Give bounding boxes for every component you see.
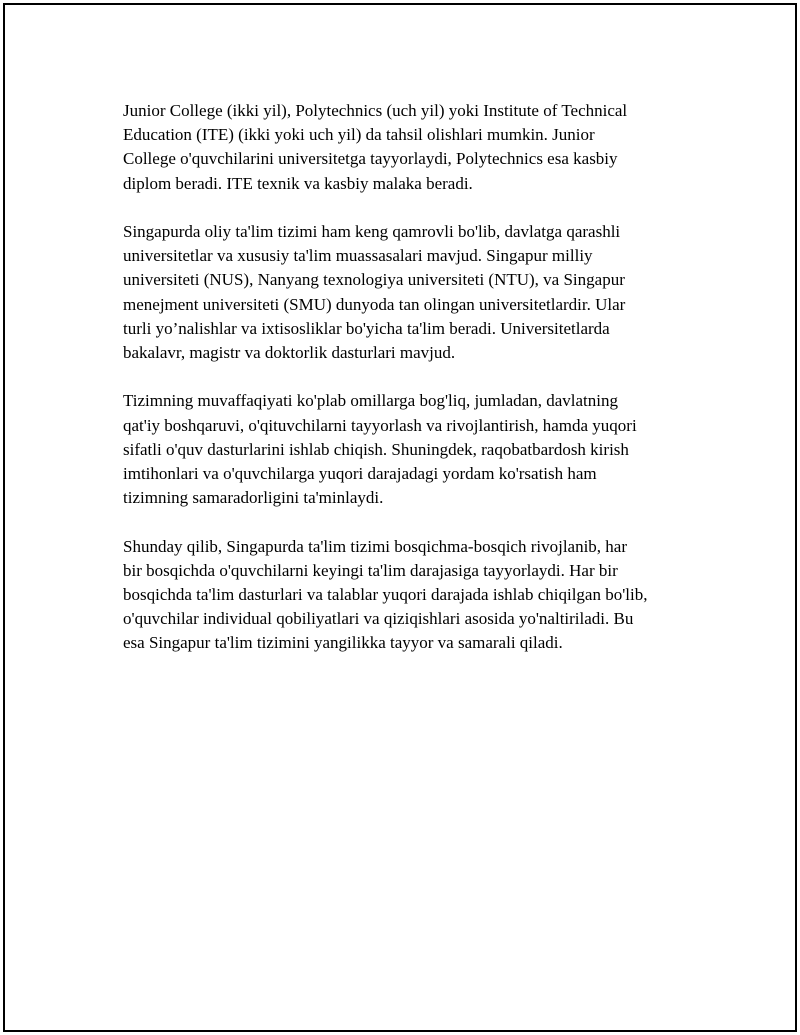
text-line: turli yo’nalishlar va ixtisosliklar bo'yicha ta'lim beradi. Universitetlarda bbox=[123, 318, 610, 338]
text-line: menejment universiteti (SMU) dunyoda tan olingan universitetlardir. Ular bbox=[123, 294, 626, 314]
text-line: diplom beradi. ITE texnik va kasbiy malaka beradi. bbox=[123, 173, 473, 193]
text-line: Junior College (ikki yil), Polytechnics (uch yil) yoki Institute of Technical bbox=[123, 101, 628, 120]
paragraph-1 bbox=[123, 99, 703, 196]
text-line: universiteti (NUS), Nanyang texnologiya universiteti (NTU), va Singapur bbox=[123, 270, 625, 290]
text-line: qat'iy boshqaruvi, o'qituvchilarni tayyorlash va rivojlantirish, hamda yuqori bbox=[123, 415, 637, 435]
paragraph-4 bbox=[123, 535, 703, 656]
text-line: bakalavr, magistr va doktorlik dasturlari mavjud. bbox=[123, 343, 456, 363]
text-line: Tizimning muvaffaqiyati ko'plab omillarga bog'liq, jumladan, davlatning bbox=[123, 391, 618, 411]
text-line: imtihonlari va o'quvchilarga yuqori darajadagi yordam ko'rsatish ham bbox=[123, 464, 597, 484]
paragraph-2 bbox=[123, 220, 703, 365]
text-line: Education (ITE) (ikki yoki uch yil) da tahsil olishlari mumkin. Junior bbox=[123, 125, 595, 145]
text-line: College o'quvchilarini universitetga tayyorlaydi, Polytechnics esa kasbiy bbox=[123, 149, 618, 169]
text-line: Singapurda oliy ta'lim tizimi ham keng qamrovli bo'lib, davlatga qarashli bbox=[123, 222, 621, 241]
text-line: sifatli o'quv dasturlarini ishlab chiqish. Shuningdek, raqobatbardosh kirish bbox=[123, 439, 629, 459]
paragraph-3 bbox=[123, 389, 703, 510]
document-body bbox=[123, 99, 703, 680]
page-frame bbox=[3, 3, 797, 1032]
text-line: esa Singapur ta'lim tizimini yangilikka tayyor va samarali qiladi. bbox=[123, 633, 563, 653]
text-line: universitetlar va xususiy ta'lim muassasalari mavjud. Singapur milliy bbox=[123, 246, 593, 266]
text-line: tizimning samaradorligini ta'minlaydi. bbox=[123, 488, 384, 508]
text-line: bir bosqichda o'quvchilarni keyingi ta'lim darajasiga tayyorlaydi. Har bir bbox=[123, 560, 618, 580]
text-line: o'quvchilar individual qobiliyatlari va qiziqishlari asosida yo'naltiriladi. Bu bbox=[123, 609, 634, 629]
text-line: bosqichda ta'lim dasturlari va talablar yuqori darajada ishlab chiqilgan bo'lib, bbox=[123, 585, 648, 605]
text-line: Shunday qilib, Singapurda ta'lim tizimi bosqichma-bosqich rivojlanib, har bbox=[123, 536, 628, 556]
